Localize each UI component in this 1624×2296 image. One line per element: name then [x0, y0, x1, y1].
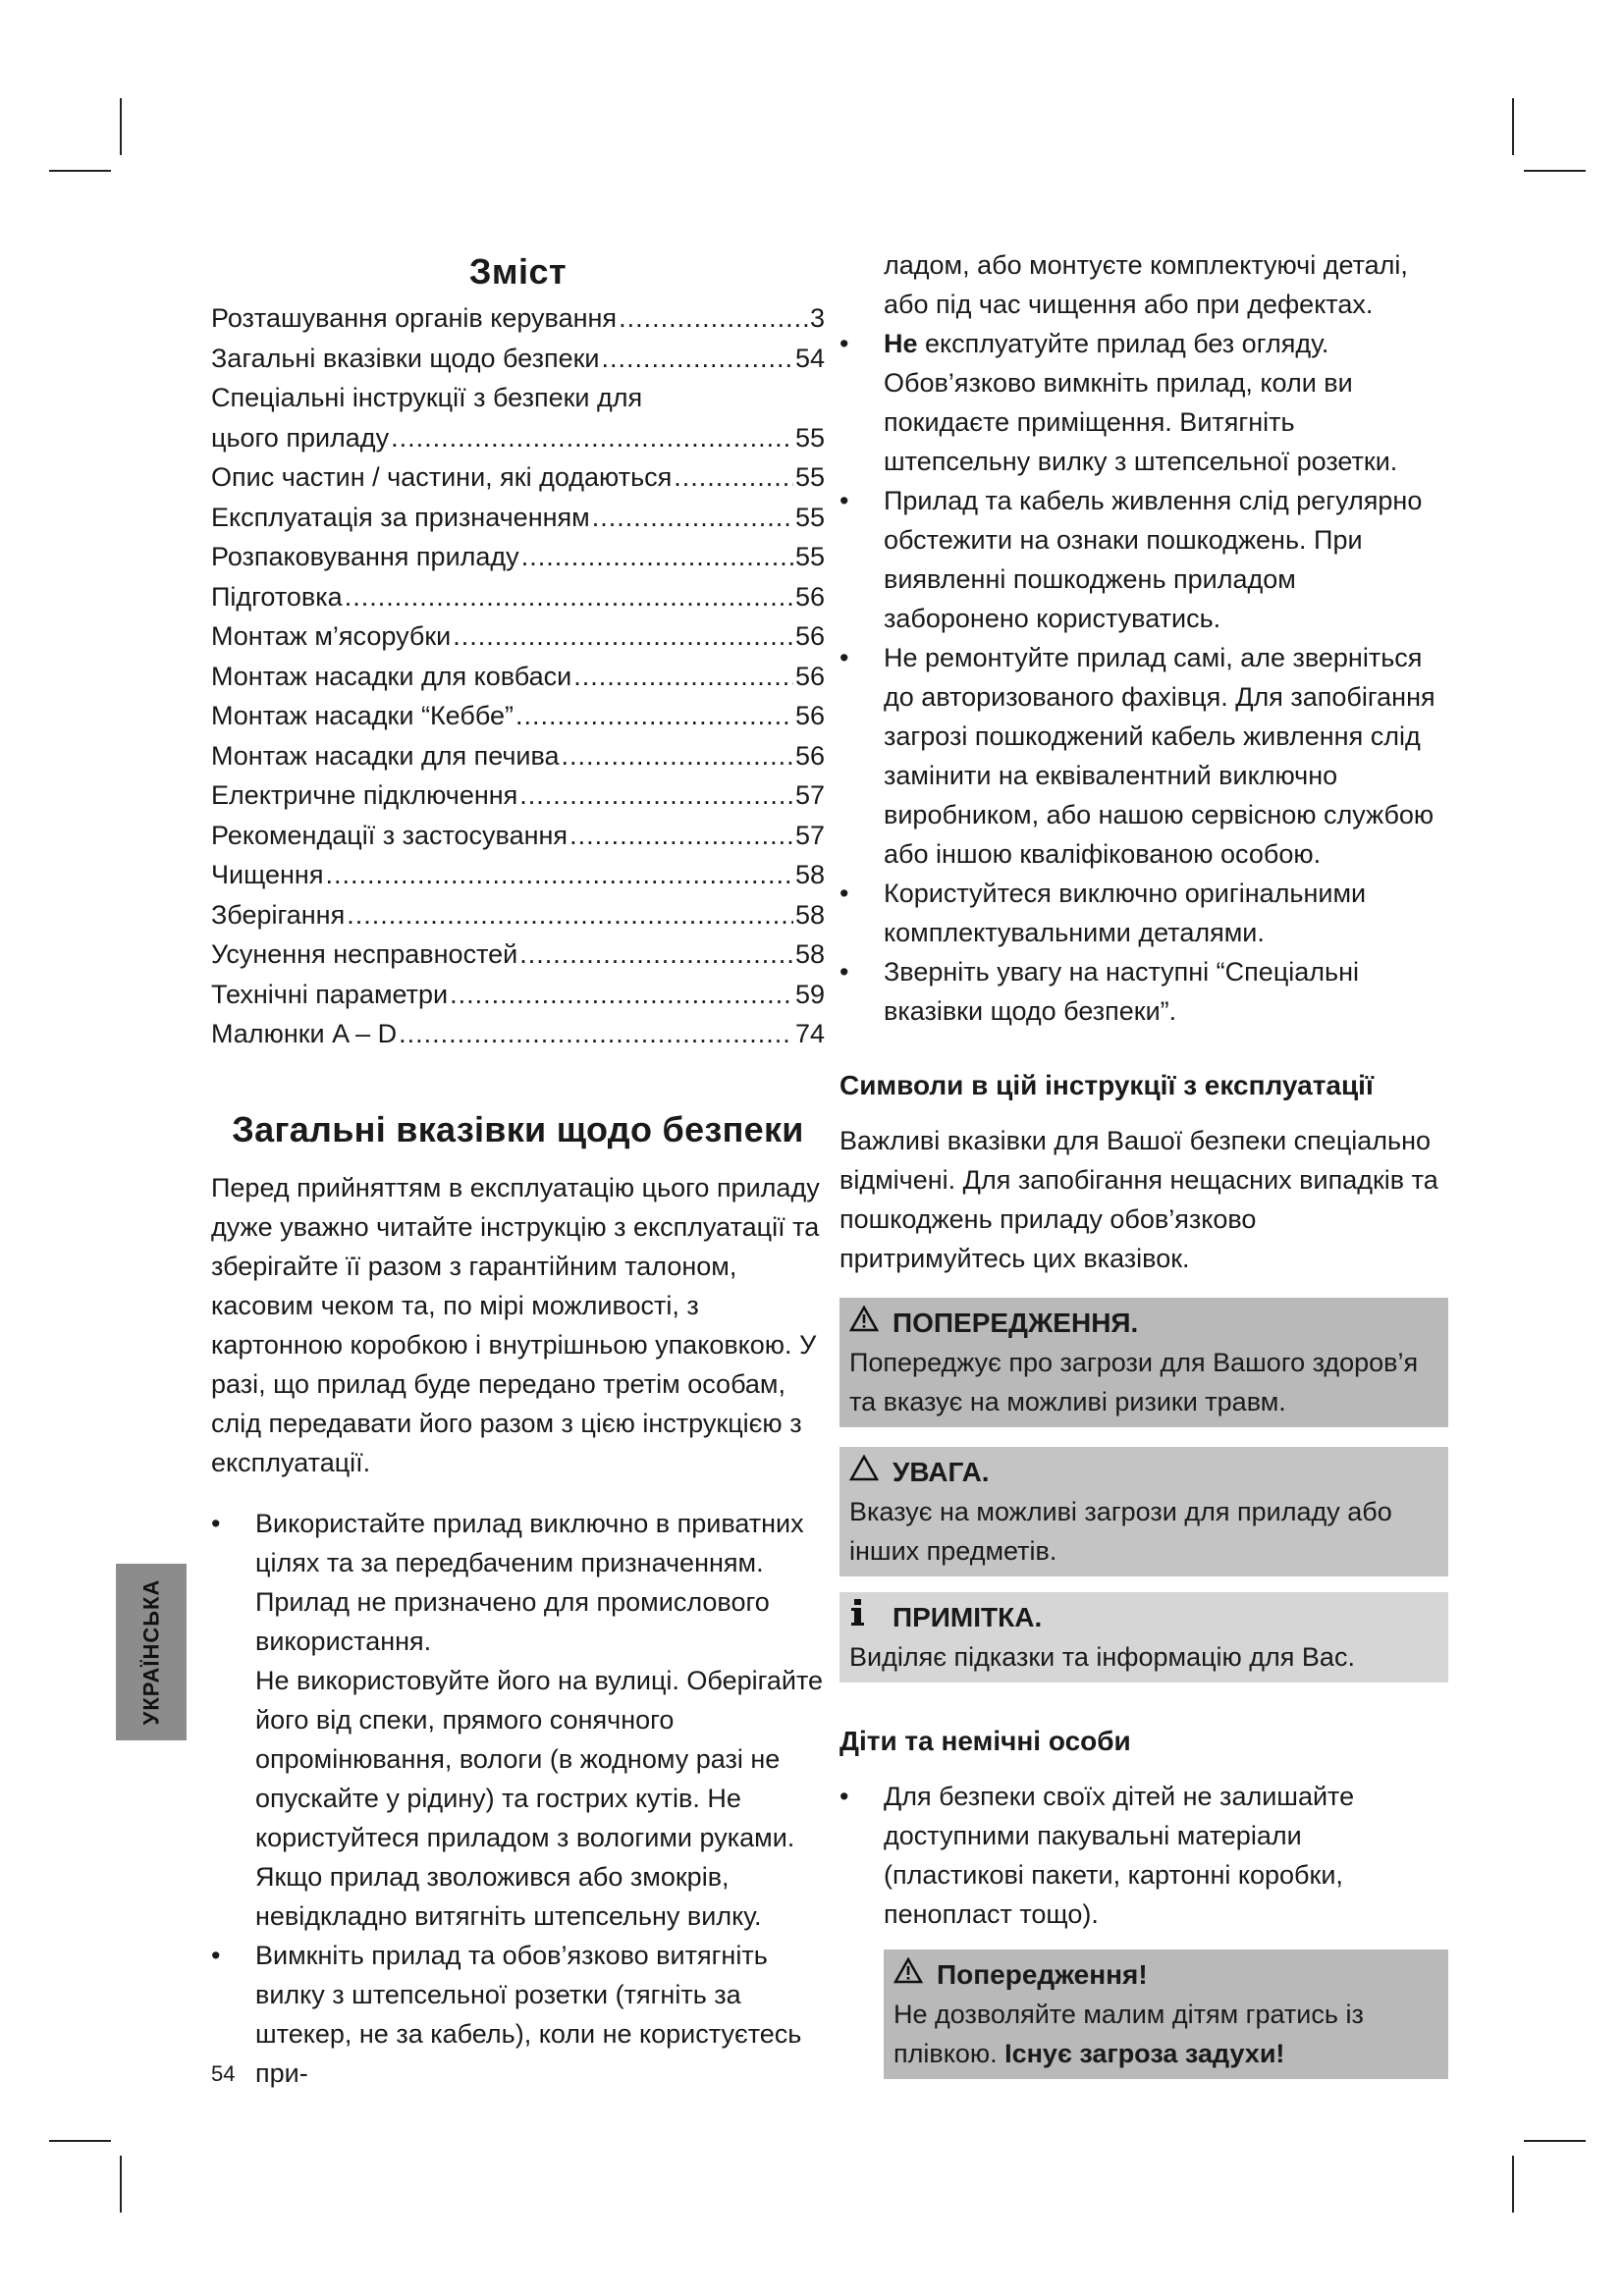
toc-entry [211, 975, 825, 1015]
toc-entry-label: Усунення несправностей [211, 939, 518, 969]
toc-entry [211, 498, 825, 538]
toc-entry-page: 54 [794, 343, 825, 373]
toc-entry-label: Чищення [211, 860, 324, 889]
toc-dot-leader [674, 457, 793, 498]
bullet-text: • Для безпеки своїх дітей не залишайте доступними пакувальні матеріали (пластикові пакети, картонні коробки, пенопласт тощо). [884, 1782, 1355, 1929]
symbols-heading: Символи в цій інструкції з експлуатації [839, 1070, 1374, 1100]
general-safety-list [211, 1504, 825, 2093]
list-item [839, 638, 1448, 874]
bullet-text: • Не ремонтуйте прилад самі, але зверніться до авторизованого фахівця. Для запобігання загрозі пошкоджений кабель живлення слід замінити на еквівалентний виключно виробником, або нашою сервісною службою або іншою кваліфікованою особою. [884, 643, 1435, 869]
toc-entry-page: 55 [794, 422, 825, 453]
toc-entry [211, 934, 825, 975]
continued-text: ладом, або монтуєте комплектуючі деталі, або під час чищення або при дефектах. [884, 250, 1408, 319]
child-warning-text [893, 1995, 1438, 2073]
toc-dot-leader [592, 498, 793, 538]
list-item [839, 1777, 1448, 1934]
child-warning-body: Не дозволяйте малим дітям гратись із плівкою. [893, 2000, 1364, 2068]
toc-entry-page: 59 [794, 979, 825, 1009]
crop-mark [49, 2140, 111, 2142]
toc-dot-leader [619, 298, 808, 339]
toc-entry-page: 56 [794, 740, 825, 771]
toc-entry-page: 74 [794, 1019, 825, 1048]
toc-entry-page: 58 [794, 939, 825, 969]
bullet-text: Не використовуйте його на вулиці. Оберігайте його від спеки, прямого сонячного опромінювання, вологи (в жодному разі не опускайте у рідину) та гострих кутів. Не користуйтеся приладом з вологими руками. Якщо прилад зволожився або змокрів, невідкладно витягніть штепсельну вилку. [255, 1665, 824, 1931]
crop-mark [1524, 170, 1586, 172]
toc-entry [211, 1014, 825, 1054]
toc-entry-label: цього приладу [211, 422, 390, 453]
child-warning-emphasis: Існує загроза задухи! [1004, 2039, 1285, 2068]
bullet-text: • Зверніть увагу на наступні “Спеціальні вказівки щодо безпеки”. [884, 957, 1360, 1026]
toc-entry-page: 57 [794, 780, 825, 810]
toc-entry [211, 418, 825, 458]
toc-entry-page: 55 [794, 462, 825, 492]
toc-entry-page: 56 [794, 581, 825, 612]
toc-entry [211, 895, 825, 935]
intro-paragraph: Перед прийняттям в експлуатацію цього приладу дуже уважно читайте інструкцію з експлуатації та зберігайте її разом з гарантійним талоном, касовим чеком та, по мірі можливості, з картонною коробкою і внутрішньою упаковкою. У разі, що прилад буде передано третім особам, слід передавати його разом з цією інструкцією з експлуатації. [211, 1172, 820, 1477]
toc-entry-page: 56 [794, 701, 825, 730]
toc-entry-label: Опис частин / частини, які додаються [211, 462, 673, 492]
toc-entry [211, 537, 825, 577]
list-item [839, 481, 1448, 638]
toc-entry [211, 616, 825, 657]
caution-title [849, 1453, 1438, 1492]
section-title-general-safety: Загальні вказівки щодо безпеки [232, 1108, 804, 1149]
toc-dot-leader [521, 537, 793, 577]
toc-dot-leader [345, 577, 793, 617]
language-tab [116, 1564, 187, 1740]
toc-entry-page: 58 [794, 899, 825, 930]
toc-entry-label: Монтаж насадки для ковбаси [211, 661, 572, 691]
note-text: Виділяє підказки та інформацію для Вас. [849, 1642, 1355, 1672]
toc-entry [211, 696, 825, 736]
bold-word: Не [884, 329, 918, 358]
toc-entry-label: Монтаж насадки для печива [211, 740, 560, 771]
toc-entry-label: Малюнки A – D [211, 1019, 398, 1048]
language-tab-label: УКРАЇНСЬКА [138, 1578, 163, 1726]
toc-dot-leader [602, 339, 793, 379]
bullet-text: • Використайте прилад виключно в приватних цілях та за передбаченим призначенням. Прилад не призначено для промислового використання. [255, 1508, 804, 1656]
toc-entry [211, 378, 825, 418]
warning-text: Попереджує про загрози для Вашого здоров’я та вказує на можливі ризики травм. [849, 1348, 1419, 1416]
bullet-text-rest: експлуатуйте прилад без огляду. Обов’язково вимкніть прилад, коли ви покидаєте приміщення. Витягніть штепсельну вилку з штепсельної розетки. [884, 329, 1398, 476]
bullet-text [884, 324, 1448, 481]
toc-dot-leader [573, 657, 793, 697]
crop-mark [1524, 2140, 1586, 2142]
crop-mark [49, 170, 111, 172]
toc-dot-leader [515, 696, 793, 736]
child-warning-box [884, 1949, 1448, 2079]
bullet-text: • Вимкніть прилад та обов’язково витягніть вилку з штепсельної розетки (тягніть за штекер, не за кабель), коли не користуєтесь при- [255, 1940, 802, 2088]
note-box [839, 1592, 1448, 1682]
toc-entry [211, 577, 825, 617]
warning-triangle-icon [893, 1955, 925, 1995]
warning-box [839, 1298, 1448, 1427]
children-list [839, 1777, 1448, 1934]
toc-entry-label: Технічні параметри [211, 979, 449, 1009]
crop-mark [120, 2156, 122, 2213]
toc-entry-label: Рекомендації з застосування [211, 820, 568, 850]
list-item [211, 1504, 825, 1936]
warning-triangle-icon [849, 1304, 881, 1343]
toc-dot-leader [562, 736, 793, 776]
note-title [849, 1598, 1438, 1637]
toc-entry [211, 339, 825, 379]
caution-text: Вказує на можливі загрози для приладу або інших предметів. [849, 1497, 1392, 1566]
toc-entry-label: Монтаж м’ясорубки [211, 621, 452, 651]
list-item [839, 324, 1448, 481]
toc-entry-label: Спеціальні інструкції з безпеки для [211, 383, 643, 412]
crop-mark [1512, 98, 1514, 155]
list-item [839, 952, 1448, 1031]
toc-entry [211, 775, 825, 816]
toc-entry-page: 56 [794, 661, 825, 691]
symbols-paragraph: Важливі вказівки для Вашої безпеки спеціально відмічені. Для запобігання нещасних випадків та пошкоджень приладу обов’язково притримуйтесь цих вказівок. [839, 1126, 1438, 1273]
toc-entry-page: 55 [794, 502, 825, 532]
left-column [211, 245, 825, 2093]
child-warning-title-text: Попередження! [937, 1959, 1148, 1990]
list-item [211, 1936, 825, 2093]
toc-dot-leader [391, 418, 793, 458]
toc-entry [211, 855, 825, 895]
caution-triangle-icon [849, 1453, 881, 1492]
toc-dot-leader [325, 855, 793, 895]
page-number: 54 [211, 2061, 236, 2086]
note-title-text: ПРИМІТКА. [893, 1602, 1043, 1632]
toc-entry-label: Розпаковування приладу [211, 542, 519, 571]
list-item [839, 874, 1448, 952]
toc-entry-page: 56 [794, 621, 825, 651]
bullet-text: • Користуйтеся виключно оригінальними комплектувальними деталями. [884, 879, 1367, 947]
toc-entry [211, 657, 825, 697]
info-icon [849, 1598, 881, 1637]
toc-dot-leader [453, 616, 793, 657]
toc-dot-leader [519, 775, 793, 816]
table-of-contents [211, 298, 825, 1054]
children-heading: Діти та немічні особи [839, 1726, 1131, 1756]
toc-entry-label: Зберігання [211, 899, 346, 930]
toc-entry-page: 57 [794, 820, 825, 850]
toc-entry-page: 58 [794, 860, 825, 889]
toc-entry-label: Розташування органів керування [211, 303, 618, 333]
toc-entry [211, 457, 825, 498]
safety-list-continued [839, 324, 1448, 1031]
toc-entry-label: Загальні вказівки щодо безпеки [211, 343, 600, 373]
toc-entry-label: Монтаж насадки “Кеббе” [211, 701, 514, 730]
child-warning-title [893, 1955, 1438, 1995]
warning-title [849, 1304, 1438, 1343]
bullet-text: • Прилад та кабель живлення слід регулярно обстежити на ознаки пошкоджень. При виявленні пошкоджень приладом заборонено користуватись. [884, 486, 1423, 633]
toc-dot-leader [347, 895, 793, 935]
caution-box [839, 1447, 1448, 1576]
crop-mark [1512, 2156, 1514, 2213]
right-column [839, 245, 1448, 2079]
caution-title-text: УВАГА. [893, 1457, 990, 1487]
toc-dot-leader [519, 934, 793, 975]
crop-mark [120, 98, 122, 155]
toc-dot-leader [399, 1014, 793, 1054]
toc-entry [211, 816, 825, 856]
warning-title-text: ПОПЕРЕДЖЕННЯ. [893, 1308, 1139, 1338]
toc-entry-page: 55 [794, 542, 825, 571]
toc-entry [211, 298, 825, 339]
toc-entry-label: Експлуатація за призначенням [211, 502, 590, 532]
toc-entry-label: Підготовка [211, 581, 343, 612]
toc-title: Зміст [468, 251, 568, 292]
toc-entry-page: 3 [809, 303, 825, 333]
toc-dot-leader [450, 975, 793, 1015]
toc-dot-leader [569, 816, 793, 856]
toc-entry [211, 736, 825, 776]
toc-entry-label: Електричне підключення [211, 780, 518, 810]
